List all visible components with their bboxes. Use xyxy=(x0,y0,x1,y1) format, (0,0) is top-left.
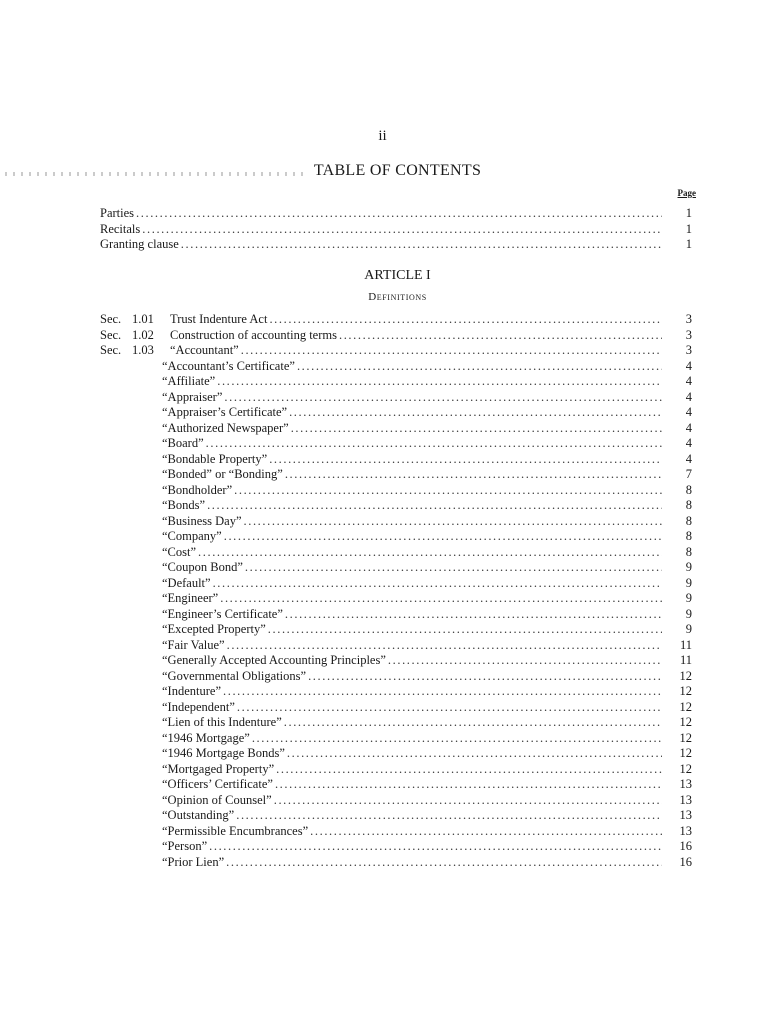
section-entry xyxy=(100,312,692,328)
definition-term: “Independent” xyxy=(162,699,235,714)
article-toc-list xyxy=(100,312,692,870)
dot-leader xyxy=(181,237,662,253)
definition-term: “1946 Mortgage Bonds” xyxy=(162,746,285,760)
dot-leader xyxy=(207,498,662,514)
toc-entry xyxy=(100,222,692,238)
definition-page: 9 xyxy=(685,591,692,605)
definition-term: “Accountant’s Certificate” xyxy=(162,358,295,373)
definition-entry xyxy=(100,622,692,638)
definition-term: “Board” xyxy=(162,436,204,450)
dot-leader xyxy=(339,328,662,344)
definition-entry xyxy=(100,436,692,452)
front-matter-list xyxy=(100,206,692,253)
definition-entry xyxy=(100,467,692,483)
definition-entry xyxy=(100,498,692,514)
dot-leader xyxy=(206,436,662,452)
definition-page: 9 xyxy=(685,575,692,590)
definition-term: “Cost” xyxy=(162,544,197,559)
definition-term: “Engineer’s Certificate” xyxy=(162,606,283,621)
definition-page: 8 xyxy=(685,529,692,543)
definition-entry xyxy=(100,576,692,592)
dot-leader xyxy=(276,762,662,778)
definition-entry xyxy=(100,839,692,855)
definition-page: 16 xyxy=(679,854,692,869)
definition-page: 4 xyxy=(685,451,692,466)
definition-entry xyxy=(100,855,692,871)
dot-leader xyxy=(388,653,662,669)
definition-term: “Affiliate” xyxy=(162,374,216,388)
dot-leader xyxy=(285,607,662,623)
definition-entry xyxy=(100,390,692,406)
toc-entry-text: Parties xyxy=(100,206,135,220)
dot-leader xyxy=(213,576,662,592)
definition-term: “Default” xyxy=(162,575,211,590)
definition-entry xyxy=(100,777,692,793)
definition-term: “Opinion of Counsel” xyxy=(162,792,272,807)
definition-page: 4 xyxy=(685,436,692,450)
definition-term: “Person” xyxy=(162,839,208,853)
dot-leader xyxy=(209,839,662,855)
definition-page: 12 xyxy=(679,668,692,683)
definition-term: “Appraiser” xyxy=(162,389,223,404)
article-heading: ARTICLE I xyxy=(364,268,431,283)
dot-leader xyxy=(142,222,662,238)
definition-term: “Governmental Obligations” xyxy=(162,668,307,683)
dot-leader xyxy=(217,374,662,390)
definition-page: 13 xyxy=(679,808,692,822)
definition-page: 16 xyxy=(679,839,692,853)
definition-term: “Outstanding” xyxy=(162,808,235,822)
page-number: ii xyxy=(378,128,387,144)
section-page: 3 xyxy=(685,312,692,326)
definition-page: 12 xyxy=(679,730,692,745)
definition-page: 11 xyxy=(679,653,692,667)
dot-leader xyxy=(237,700,662,716)
definition-entry xyxy=(100,545,692,561)
definition-page: 8 xyxy=(685,482,692,497)
dot-leader xyxy=(198,545,662,561)
definition-entry xyxy=(100,638,692,654)
definition-term: “Prior Lien” xyxy=(162,854,225,869)
dot-leader xyxy=(220,591,662,607)
definition-term: “Indenture” xyxy=(162,684,221,698)
definitions-list xyxy=(100,359,692,871)
definition-entry xyxy=(100,762,692,778)
definition-entry xyxy=(100,452,692,468)
definition-entry xyxy=(100,560,692,576)
dot-leader xyxy=(224,390,662,406)
dot-leader xyxy=(269,312,662,328)
dot-leader xyxy=(236,808,662,824)
dot-leader xyxy=(244,514,663,530)
definition-entry xyxy=(100,374,692,390)
definition-page: 8 xyxy=(685,513,692,528)
definition-term: “Fair Value” xyxy=(162,637,225,652)
definition-page: 13 xyxy=(679,777,692,791)
definition-entry xyxy=(100,483,692,499)
definition-page: 8 xyxy=(685,498,692,512)
definition-page: 8 xyxy=(685,544,692,559)
article-subheading: Definitions xyxy=(368,291,427,303)
definition-term: “Officers’ Certificate” xyxy=(162,777,273,791)
definition-term: “Generally Accepted Accounting Principles” xyxy=(162,653,386,667)
page-column-header: Page xyxy=(677,188,696,198)
dot-leader xyxy=(308,669,662,685)
definition-entry xyxy=(100,731,692,747)
definition-page: 9 xyxy=(685,622,692,636)
definition-page: 7 xyxy=(685,467,692,481)
definition-term: “Appraiser’s Certificate” xyxy=(162,405,288,419)
section-page: 3 xyxy=(685,343,692,357)
definition-entry xyxy=(100,684,692,700)
definition-term: “Coupon Bond” xyxy=(162,560,243,574)
definition-term: “Lien of this Indenture” xyxy=(162,715,282,729)
definition-entry xyxy=(100,653,692,669)
definition-term: “Bondable Property” xyxy=(162,451,268,466)
section-title: Construction of accounting terms xyxy=(170,327,337,342)
definition-term: “Bondholder” xyxy=(162,482,233,497)
dot-leader xyxy=(241,343,662,359)
definition-entry xyxy=(100,591,692,607)
definition-entry xyxy=(100,607,692,623)
dot-leader xyxy=(268,622,662,638)
dot-leader xyxy=(310,824,662,840)
definition-entry xyxy=(100,421,692,437)
dot-leader xyxy=(274,793,662,809)
dot-leader xyxy=(227,638,662,654)
section-entry xyxy=(100,343,692,359)
definition-entry xyxy=(100,746,692,762)
definition-entry xyxy=(100,529,692,545)
definition-page: 9 xyxy=(685,606,692,621)
dot-leader xyxy=(285,467,662,483)
definition-page: 12 xyxy=(679,715,692,729)
definition-page: 4 xyxy=(685,420,692,435)
definition-term: “1946 Mortgage” xyxy=(162,730,250,745)
definition-term: “Excepted Property” xyxy=(162,622,266,636)
section-number: 1.02 xyxy=(132,327,154,342)
definition-entry xyxy=(100,359,692,375)
definition-term: “Company” xyxy=(162,529,222,543)
toc-entry xyxy=(100,206,692,222)
section-ref xyxy=(100,312,170,328)
definition-page: 12 xyxy=(679,684,692,698)
definition-page: 4 xyxy=(685,389,692,404)
dot-leader xyxy=(234,483,662,499)
section-label: Sec. xyxy=(100,327,122,342)
section-label: Sec. xyxy=(100,343,122,357)
toc-entry-text: Granting clause xyxy=(100,237,179,251)
section-entry xyxy=(100,328,692,344)
toc-title: TABLE OF CONTENTS xyxy=(313,162,482,179)
definition-page: 12 xyxy=(679,761,692,776)
definition-page: 4 xyxy=(685,374,692,388)
definition-term: “Permissible Encumbrances” xyxy=(162,823,309,838)
definition-entry xyxy=(100,793,692,809)
definition-term: “Engineer” xyxy=(162,591,219,605)
definition-term: “Authorized Newspaper” xyxy=(162,420,289,435)
dot-leader xyxy=(226,855,662,871)
definition-entry xyxy=(100,715,692,731)
definition-page: 13 xyxy=(679,792,692,807)
section-ref xyxy=(100,328,170,344)
definition-page: 12 xyxy=(679,699,692,714)
section-title: “Accountant” xyxy=(170,343,239,357)
dot-leader xyxy=(275,777,662,793)
section-number: 1.01 xyxy=(132,312,154,326)
dot-leader xyxy=(291,421,662,437)
definition-page: 9 xyxy=(685,560,692,574)
toc-entry xyxy=(100,237,692,253)
dot-leader xyxy=(289,405,662,421)
section-page: 3 xyxy=(685,327,692,342)
definition-entry xyxy=(100,669,692,685)
definition-entry xyxy=(100,514,692,530)
definition-term: “Mortgaged Property” xyxy=(162,761,275,776)
section-label: Sec. xyxy=(100,312,122,326)
section-title: Trust Indenture Act xyxy=(170,312,268,326)
definition-page: 12 xyxy=(679,746,692,760)
definition-page: 4 xyxy=(685,358,692,373)
definition-page: 13 xyxy=(679,823,692,838)
toc-entry-page: 1 xyxy=(685,237,692,251)
definition-term: “Business Day” xyxy=(162,513,242,528)
dot-leader xyxy=(245,560,662,576)
definition-entry xyxy=(100,824,692,840)
toc-entry-text: Recitals xyxy=(100,221,141,236)
dot-leader xyxy=(224,529,662,545)
definition-term: “Bonds” xyxy=(162,498,206,512)
definition-term: “Bonded” or “Bonding” xyxy=(162,467,283,481)
toc-entry-page: 1 xyxy=(685,206,692,220)
dot-leader xyxy=(297,359,662,375)
dot-leader xyxy=(223,684,662,700)
dot-leader xyxy=(269,452,662,468)
dot-leader xyxy=(284,715,662,731)
definition-entry xyxy=(100,808,692,824)
toc-entry-page: 1 xyxy=(685,221,692,236)
definition-entry xyxy=(100,405,692,421)
definition-page: 11 xyxy=(679,637,692,652)
dot-leader xyxy=(287,746,662,762)
dot-leader xyxy=(136,206,662,222)
section-number: 1.03 xyxy=(132,343,154,357)
definition-entry xyxy=(100,700,692,716)
section-ref xyxy=(100,343,170,359)
dot-leader xyxy=(252,731,662,747)
definition-page: 4 xyxy=(685,405,692,419)
